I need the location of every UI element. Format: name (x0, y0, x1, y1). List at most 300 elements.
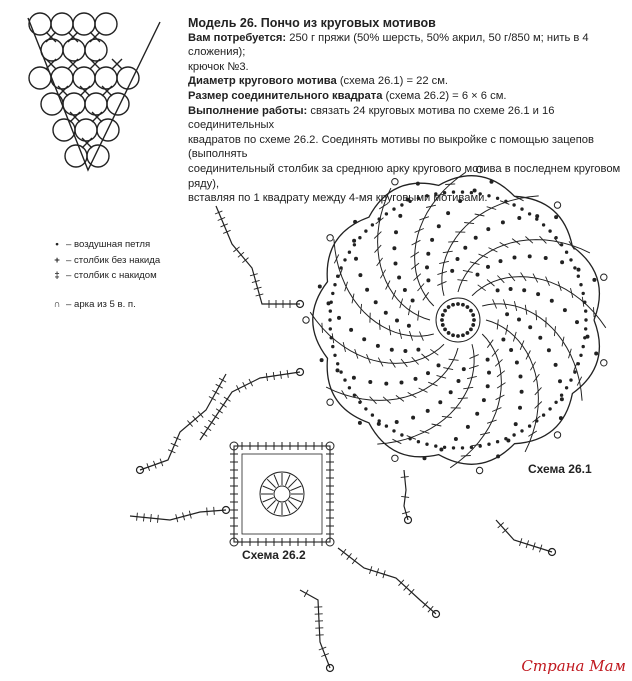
motif-spiral-arm (378, 188, 430, 320)
chain-stitch-tick (212, 390, 219, 394)
motif-stitch-mark (400, 299, 403, 309)
motif-stitch-mark (470, 262, 480, 265)
layout-square-cross (102, 86, 112, 96)
motif-stitch-mark (577, 377, 582, 386)
motif-edge-dot (580, 354, 582, 356)
motif-center-chain (444, 328, 447, 331)
motif-edge-dot (353, 394, 355, 396)
motif-edge-dot (348, 251, 350, 253)
work-line-1: Выполнение работы: связать 24 круговых мотива по схеме 26.1 и 16 соединительных (188, 104, 555, 132)
motif-edge-dot (371, 224, 373, 226)
motif-chain-dot (358, 421, 361, 424)
motif-center-chain (447, 306, 450, 309)
motif-stitch-mark (379, 320, 380, 330)
motif-stitch-mark (420, 431, 430, 434)
motif-edge-dot (528, 425, 530, 427)
chain-stitch-tick (219, 378, 226, 382)
square-center-stitch (267, 479, 275, 487)
motif-edge-dot (385, 425, 387, 427)
motif-chain-dot (366, 288, 369, 291)
layout-square-cross (90, 32, 100, 42)
layout-square-cross (92, 112, 102, 122)
single-crochet-icon: + (54, 255, 60, 266)
motif-chain-dot (407, 324, 410, 327)
motif-chain-dot (476, 273, 479, 276)
motif-edge-dot (577, 363, 579, 365)
motif-edge-dot (417, 441, 419, 443)
motif-chain-dot (518, 318, 521, 321)
motif-stitch-mark (412, 357, 419, 364)
motif-edge-dot (337, 275, 339, 277)
motif-stitch-mark (334, 254, 339, 263)
motif-edge-dot (330, 337, 332, 339)
layout-motif-circle (85, 93, 107, 115)
motif-edge-dot (340, 371, 342, 373)
motif-edge-dot (542, 414, 544, 416)
layout-square-cross (82, 138, 92, 148)
motif-stitch-mark (497, 276, 504, 283)
motif-chain-dot (555, 216, 558, 219)
square-center-stitch (285, 475, 290, 486)
motif-chain-dot (398, 276, 401, 279)
layout-square-cross (80, 86, 90, 96)
arc-5ch-icon: ∩ (53, 299, 61, 310)
square-size-label: Размер соединительного квадрата (188, 89, 383, 102)
materials-text: 250 г пряжи (50% шерсть, 50% акрил, 50 г/850 м; нить в 4 сложения); (188, 31, 589, 59)
motif-center-chain (447, 332, 450, 335)
motif-stitch-mark (594, 307, 595, 317)
motif-stitch-mark (442, 416, 452, 417)
chain-stitch-tick (347, 553, 352, 559)
chain-stitch-tick (137, 513, 138, 521)
motif-edge-dot (385, 213, 387, 215)
motif-stitch-mark (432, 424, 442, 426)
motif-chain-dot (412, 416, 415, 419)
motif-chain-dot (487, 265, 490, 268)
layout-motif-circle (65, 145, 87, 167)
motif-chain-dot (563, 309, 566, 312)
motif-chain-dot (544, 257, 547, 260)
motif-chain-dot (474, 236, 477, 239)
motif-chain-dot (359, 274, 362, 277)
motif-picot-arc (554, 432, 560, 438)
motif-edge-dot (340, 267, 342, 269)
motif-chain-dot (439, 401, 442, 404)
motif-edge-dot (513, 434, 515, 436)
motif-chain-dot (426, 409, 429, 412)
motif-stitch-mark (461, 456, 471, 457)
motif-edge-dot (570, 259, 572, 261)
motif-chain-dot (390, 348, 393, 351)
layout-motif-circle (63, 93, 85, 115)
motif-chain-dot (385, 382, 388, 385)
joining-chain-line (140, 374, 226, 470)
motif-stitch-mark (361, 304, 362, 314)
motif-chain-dot (449, 391, 452, 394)
layout-square-cross (46, 32, 56, 42)
motif-edge-dot (378, 420, 380, 422)
chain-stitch-tick (212, 415, 219, 419)
motif-center-chain (457, 303, 460, 306)
chain-stitch-tick (216, 409, 223, 413)
motif-chain-dot (466, 425, 469, 428)
chain-stitch-tick (151, 514, 152, 522)
motif-stitch-mark (428, 382, 437, 386)
motif-stitch-mark (408, 392, 417, 397)
motif-chain-dot (350, 328, 353, 331)
motif-chain-dot (411, 299, 414, 302)
work-label: Выполнение работы: (188, 104, 308, 117)
motif-edge-dot (584, 301, 586, 303)
motif-chain-dot (437, 364, 440, 367)
legend-item-chain: • – воздушная петля (48, 238, 150, 252)
motif-edge-dot (435, 445, 437, 447)
motif-chain-dot (502, 338, 505, 341)
layout-square-cross (112, 59, 122, 69)
chain-stitch-tick (401, 496, 409, 497)
motif-edge-dot (549, 230, 551, 232)
diameter-text: (схема 26.1) = 22 см. (339, 75, 449, 88)
layout-motif-circle (95, 67, 117, 89)
layout-square-cross (70, 112, 80, 122)
motif-edge-dot (409, 438, 411, 440)
motif-chain-dot (396, 319, 399, 322)
motif-stitch-mark (396, 395, 404, 401)
motif-chain-dot (487, 228, 490, 231)
motif-chain-dot (547, 349, 550, 352)
pattern-title: Модель 26. Пончо из круговых мотивов (188, 16, 436, 30)
motif-chain-dot (353, 239, 356, 242)
layout-square-cross (68, 32, 78, 42)
motif-stitch-mark (448, 241, 458, 242)
motif-chain-dot (426, 266, 429, 269)
layout-motif-circle (75, 119, 97, 141)
motif-edge-dot (470, 446, 472, 448)
motif-edge-dot (570, 379, 572, 381)
motif-edge-dot (344, 379, 346, 381)
motif-chain-dot (499, 260, 502, 263)
motif-stitch-mark (437, 375, 447, 378)
work-line-4: вставляя по 1 квадрату между 4-мя круговыми мотивами. (188, 192, 488, 205)
motif-chain-dot (528, 255, 531, 258)
motif-chain-dot (519, 406, 522, 409)
motif-edge-dot (549, 408, 551, 410)
motif-chain-dot (376, 344, 379, 347)
motif-edge-dot (505, 438, 507, 440)
motif-edge-dot (329, 319, 331, 321)
chain-stitch-tick (224, 397, 231, 401)
motif-center-chain (441, 324, 444, 327)
motif-stitch-mark (414, 274, 421, 281)
motif-edge-dot (365, 230, 367, 232)
motif-stitch-mark (497, 319, 498, 329)
motif-edge-dot (585, 328, 587, 330)
motif-edge-dot (521, 208, 523, 210)
layout-motif-circle (29, 13, 51, 35)
work-line-2: квадратов по схеме 26.2. Соединять мотивы по выкройке с помощью зацепов (выполнять (188, 133, 594, 161)
motif-center-chain (472, 314, 475, 317)
motif-chain-dot (577, 268, 580, 271)
chain-stitch-tick (216, 384, 223, 388)
motif-edge-dot (582, 345, 584, 347)
legend-item-arc: ∩ – арка из 5 в. п. (48, 298, 136, 312)
motif-chain-dot (529, 326, 532, 329)
motif-chain-dot (496, 289, 499, 292)
motif-spiral-arm (326, 348, 458, 400)
motif-chain-dot (554, 363, 557, 366)
motif-stitch-mark (520, 341, 524, 350)
motif-edge-dot (334, 354, 336, 356)
motif-chain-dot (520, 390, 523, 393)
chain-stitch-tick (209, 397, 216, 401)
square-center-stitch (288, 500, 296, 508)
motif-edge-dot (582, 292, 584, 294)
motif-chain-dot (427, 372, 430, 375)
motif-chain-dot (513, 256, 516, 259)
motif-chain-dot (431, 238, 434, 241)
square-center-stitch (285, 502, 290, 513)
motif-stitch-mark (422, 354, 430, 361)
motif-picot-arc (476, 467, 482, 473)
motif-chain-dot (486, 385, 489, 388)
connecting-square-diagram (230, 442, 334, 546)
legend-item-double-crochet: ‡ – столбик с накидом (48, 269, 157, 283)
motif-spiral-arm (486, 320, 538, 452)
diameter-line (188, 74, 628, 89)
chain-stitch-tick (352, 558, 357, 564)
motif-chain-dot (336, 369, 339, 372)
motif-edge-dot (560, 244, 562, 246)
chain-stitch-tick (207, 508, 208, 516)
motif-chain-dot (352, 376, 355, 379)
motif-edge-dot (365, 408, 367, 410)
motif-edge-dot (555, 401, 557, 403)
motif-chain-dot (338, 316, 341, 319)
chain-stitch-tick (158, 515, 159, 523)
pattern-header (188, 16, 628, 206)
layout-motif-circle (73, 67, 95, 89)
motif-edge-dot (528, 213, 530, 215)
motif-chain-dot (393, 247, 396, 250)
chain-stitch-tick (201, 432, 208, 436)
layout-motif-circle (85, 39, 107, 61)
chain-stitch-tick (220, 403, 227, 408)
motif-stitch-mark (352, 294, 354, 304)
motif-center-chain (457, 335, 460, 338)
motif-chain-dot (488, 371, 491, 374)
motif-chain-dot (514, 423, 517, 426)
motif-stitch-mark (528, 431, 536, 436)
motif-chain-dot (384, 311, 387, 314)
motif-edge-dot (585, 310, 587, 312)
square-center-stitch (290, 497, 301, 502)
motif-stitch-mark (536, 310, 537, 320)
chain-stitch-tick (144, 513, 145, 521)
motif-center-chain (441, 319, 444, 322)
chain-stitch-icon: • (55, 239, 59, 250)
motif-edge-dot (359, 401, 361, 403)
layout-motif-circle (73, 13, 95, 35)
motif-chain-dot (440, 448, 443, 451)
double-crochet-icon: ‡ (54, 270, 60, 281)
motif-chain-dot (400, 381, 403, 384)
motif-chain-dot (476, 412, 479, 415)
layout-motif-circle (107, 93, 129, 115)
square-size-text: (схема 26.2) = 6 × 6 см. (385, 89, 507, 102)
motif-picot-arc (601, 360, 607, 366)
motif-edge-dot (393, 430, 395, 432)
motif-center-chain (466, 332, 469, 335)
motif-chain-dot (395, 231, 398, 234)
motif-center-chain (462, 303, 465, 306)
motif-edge-dot (536, 218, 538, 220)
motif-picot-arc (327, 399, 333, 405)
motif-chain-dot (506, 313, 509, 316)
chain-stitch-tick (401, 477, 409, 478)
motif-chain-dot (369, 381, 372, 384)
motif-stitch-mark (418, 311, 419, 321)
motif-edge-dot (580, 284, 582, 286)
square-center-stitch (274, 502, 279, 513)
layout-motif-circle (117, 67, 139, 89)
chain-stitch-tick (204, 426, 211, 431)
motif-chain-dot (451, 269, 454, 272)
motif-chain-dot (464, 246, 467, 249)
materials-line (188, 31, 628, 60)
motif-chain-dot (427, 252, 430, 255)
motif-edge-dot (565, 251, 567, 253)
motif-center-chain (452, 334, 455, 337)
motif-edge-dot (565, 387, 567, 389)
motif-stitch-mark (533, 374, 539, 382)
motif-edge-dot (536, 420, 538, 422)
motif-chain-dot (576, 321, 579, 324)
motif-stitch-mark (487, 280, 495, 287)
motif-edge-dot (521, 430, 523, 432)
square-size-line (188, 89, 628, 104)
circular-motif-diagram (303, 166, 607, 473)
motif-stitch-mark (457, 280, 467, 281)
work-line-3: соединительный столбик за среднюю арку кругового мотива в последнем круговом ряду), (188, 162, 621, 190)
motif-chain-dot (537, 293, 540, 296)
motif-edge-dot (359, 237, 361, 239)
motif-stitch-mark (377, 258, 383, 266)
hook-line: крючок №3. (188, 60, 249, 73)
motif-center-chain (470, 328, 473, 331)
motif-stitch-mark (487, 207, 497, 210)
motif-stitch-mark (554, 326, 555, 336)
motif-stitch-mark (569, 349, 572, 359)
motif-chain-dot (510, 349, 513, 352)
square-inner-outline (242, 454, 322, 534)
motif-center-chain (473, 319, 476, 322)
motif-chain-dot (595, 352, 598, 355)
motif-chain-dot (395, 421, 398, 424)
chain-stitch-tick (287, 370, 288, 378)
motif-chain-dot (355, 257, 358, 260)
square-center-stitch (263, 486, 274, 491)
scheme-label-square: Схема 26.2 (242, 548, 306, 562)
motif-picot-arc (327, 235, 333, 241)
motif-edge-dot (330, 301, 332, 303)
joining-chains (130, 206, 556, 672)
motif-edge-dot (348, 387, 350, 389)
square-center-stitch (274, 475, 279, 486)
motif-chain-dot (509, 288, 512, 291)
square-center-stitch (288, 479, 296, 487)
chain-stitch-tick (214, 507, 215, 515)
motif-edge-dot (555, 237, 557, 239)
motif-edge-dot (332, 292, 334, 294)
motif-spiral-arm (458, 240, 590, 292)
motif-chain-dot (593, 278, 596, 281)
motif-chain-dot (363, 338, 366, 341)
poncho-layout-thumbnail (28, 13, 160, 170)
motif-edge-dot (378, 218, 380, 220)
motif-center-chain (462, 334, 465, 337)
materials-label: Вам потребуется: (188, 31, 287, 44)
motif-chain-dot (394, 262, 397, 265)
motif-chain-dot (523, 289, 526, 292)
motif-stitch-mark (500, 242, 509, 247)
motif-chain-dot (456, 258, 459, 261)
layout-motif-circle (41, 93, 63, 115)
motif-stitch-mark (392, 439, 401, 444)
motif-edge-dot (461, 447, 463, 449)
chain-stitch-tick (273, 372, 274, 380)
motif-chain-dot (414, 377, 417, 380)
motif-edge-dot (488, 443, 490, 445)
motif-chain-dot (550, 299, 553, 302)
motif-chain-dot (427, 279, 430, 282)
joining-chain-line (496, 520, 552, 552)
motif-edge-dot (574, 267, 576, 269)
motif-chain-dot (462, 368, 465, 371)
motif-center-chain (444, 309, 447, 312)
joining-chain-line (200, 372, 300, 440)
motif-edge-dot (332, 345, 334, 347)
motif-chain-dot (482, 399, 485, 402)
motif-chain-dot (399, 214, 402, 217)
motif-center-chain (441, 314, 444, 317)
motif-edge-dot (496, 441, 498, 443)
motif-stitch-mark (322, 323, 323, 333)
chain-stitch-tick (208, 420, 215, 424)
layout-motif-circle (95, 13, 117, 35)
motif-edge-dot (329, 310, 331, 312)
motif-stitch-mark (513, 332, 516, 342)
motif-spiral-arm (442, 196, 539, 296)
motif-edge-dot (452, 447, 454, 449)
square-center-core (274, 486, 290, 502)
motif-edge-dot (585, 319, 587, 321)
motif-edge-dot (577, 275, 579, 277)
joining-chain-line (216, 206, 300, 304)
diameter-label: Диаметр кругового мотива (188, 75, 337, 88)
motif-chain-dot (519, 375, 522, 378)
joining-chain-line (338, 548, 436, 614)
motif-chain-dot (457, 380, 460, 383)
motif-chain-dot (539, 336, 542, 339)
motif-chain-dot (536, 215, 539, 218)
square-center-stitch (263, 497, 274, 502)
motif-chain-dot (454, 438, 457, 441)
motif-stitch-mark (479, 254, 488, 258)
layout-square-cross (58, 86, 68, 96)
motif-chain-dot (374, 301, 377, 304)
motif-spiral-arm (377, 344, 474, 444)
motif-stitch-mark (530, 362, 535, 371)
